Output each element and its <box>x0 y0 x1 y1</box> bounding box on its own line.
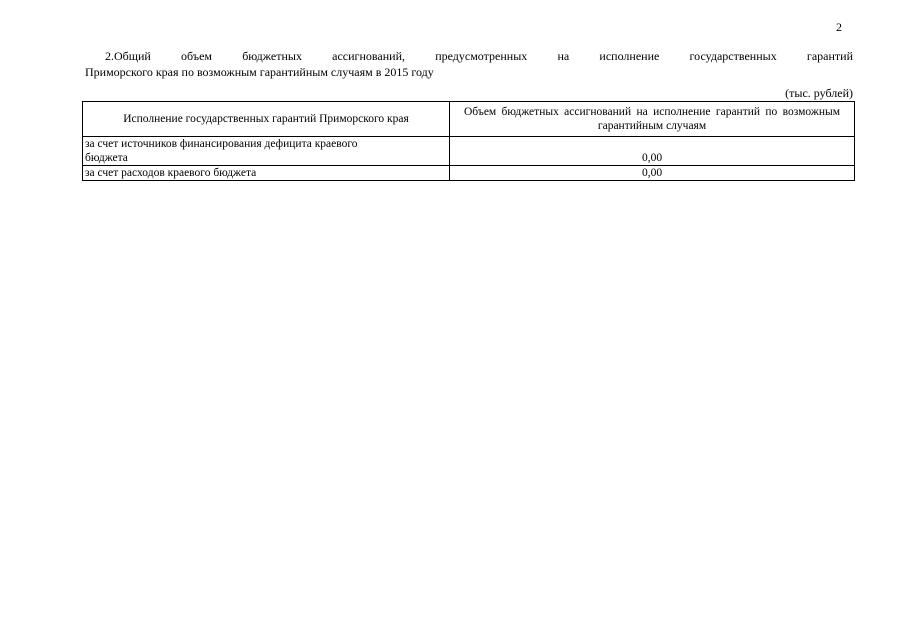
heading-line-2: Приморского края по возможным гарантийным случаям в 2015 году <box>85 65 434 79</box>
heading-line-1: 2.Общий объем бюджетных ассигнований, предусмотренных на исполнение государственных гарантий <box>105 49 853 63</box>
header-budget-allocations: Объем бюджетных ассигнований на исполнение гарантий по возможным гарантийным случаям <box>450 102 855 137</box>
row-label-deficit-sources <box>83 137 450 166</box>
section-heading <box>85 48 853 80</box>
row-label-line-2: бюджета <box>85 152 128 164</box>
table-header-row <box>83 102 855 137</box>
units-label: (тыс. рублей) <box>785 86 853 100</box>
row-label-budget-expenses: за счет расходов краевого бюджета <box>83 166 450 181</box>
row-value-deficit-sources: 0,00 <box>450 137 855 166</box>
header-guarantees-execution: Исполнение государственных гарантий Приморского края <box>83 102 450 137</box>
table-row <box>83 166 855 181</box>
row-label-line-1: за счет источников финансирования дефицита краевого <box>85 138 358 150</box>
row-value-budget-expenses: 0,00 <box>450 166 855 181</box>
guarantees-table <box>82 101 855 181</box>
page-number: 2 <box>836 20 842 34</box>
table-row <box>83 137 855 166</box>
